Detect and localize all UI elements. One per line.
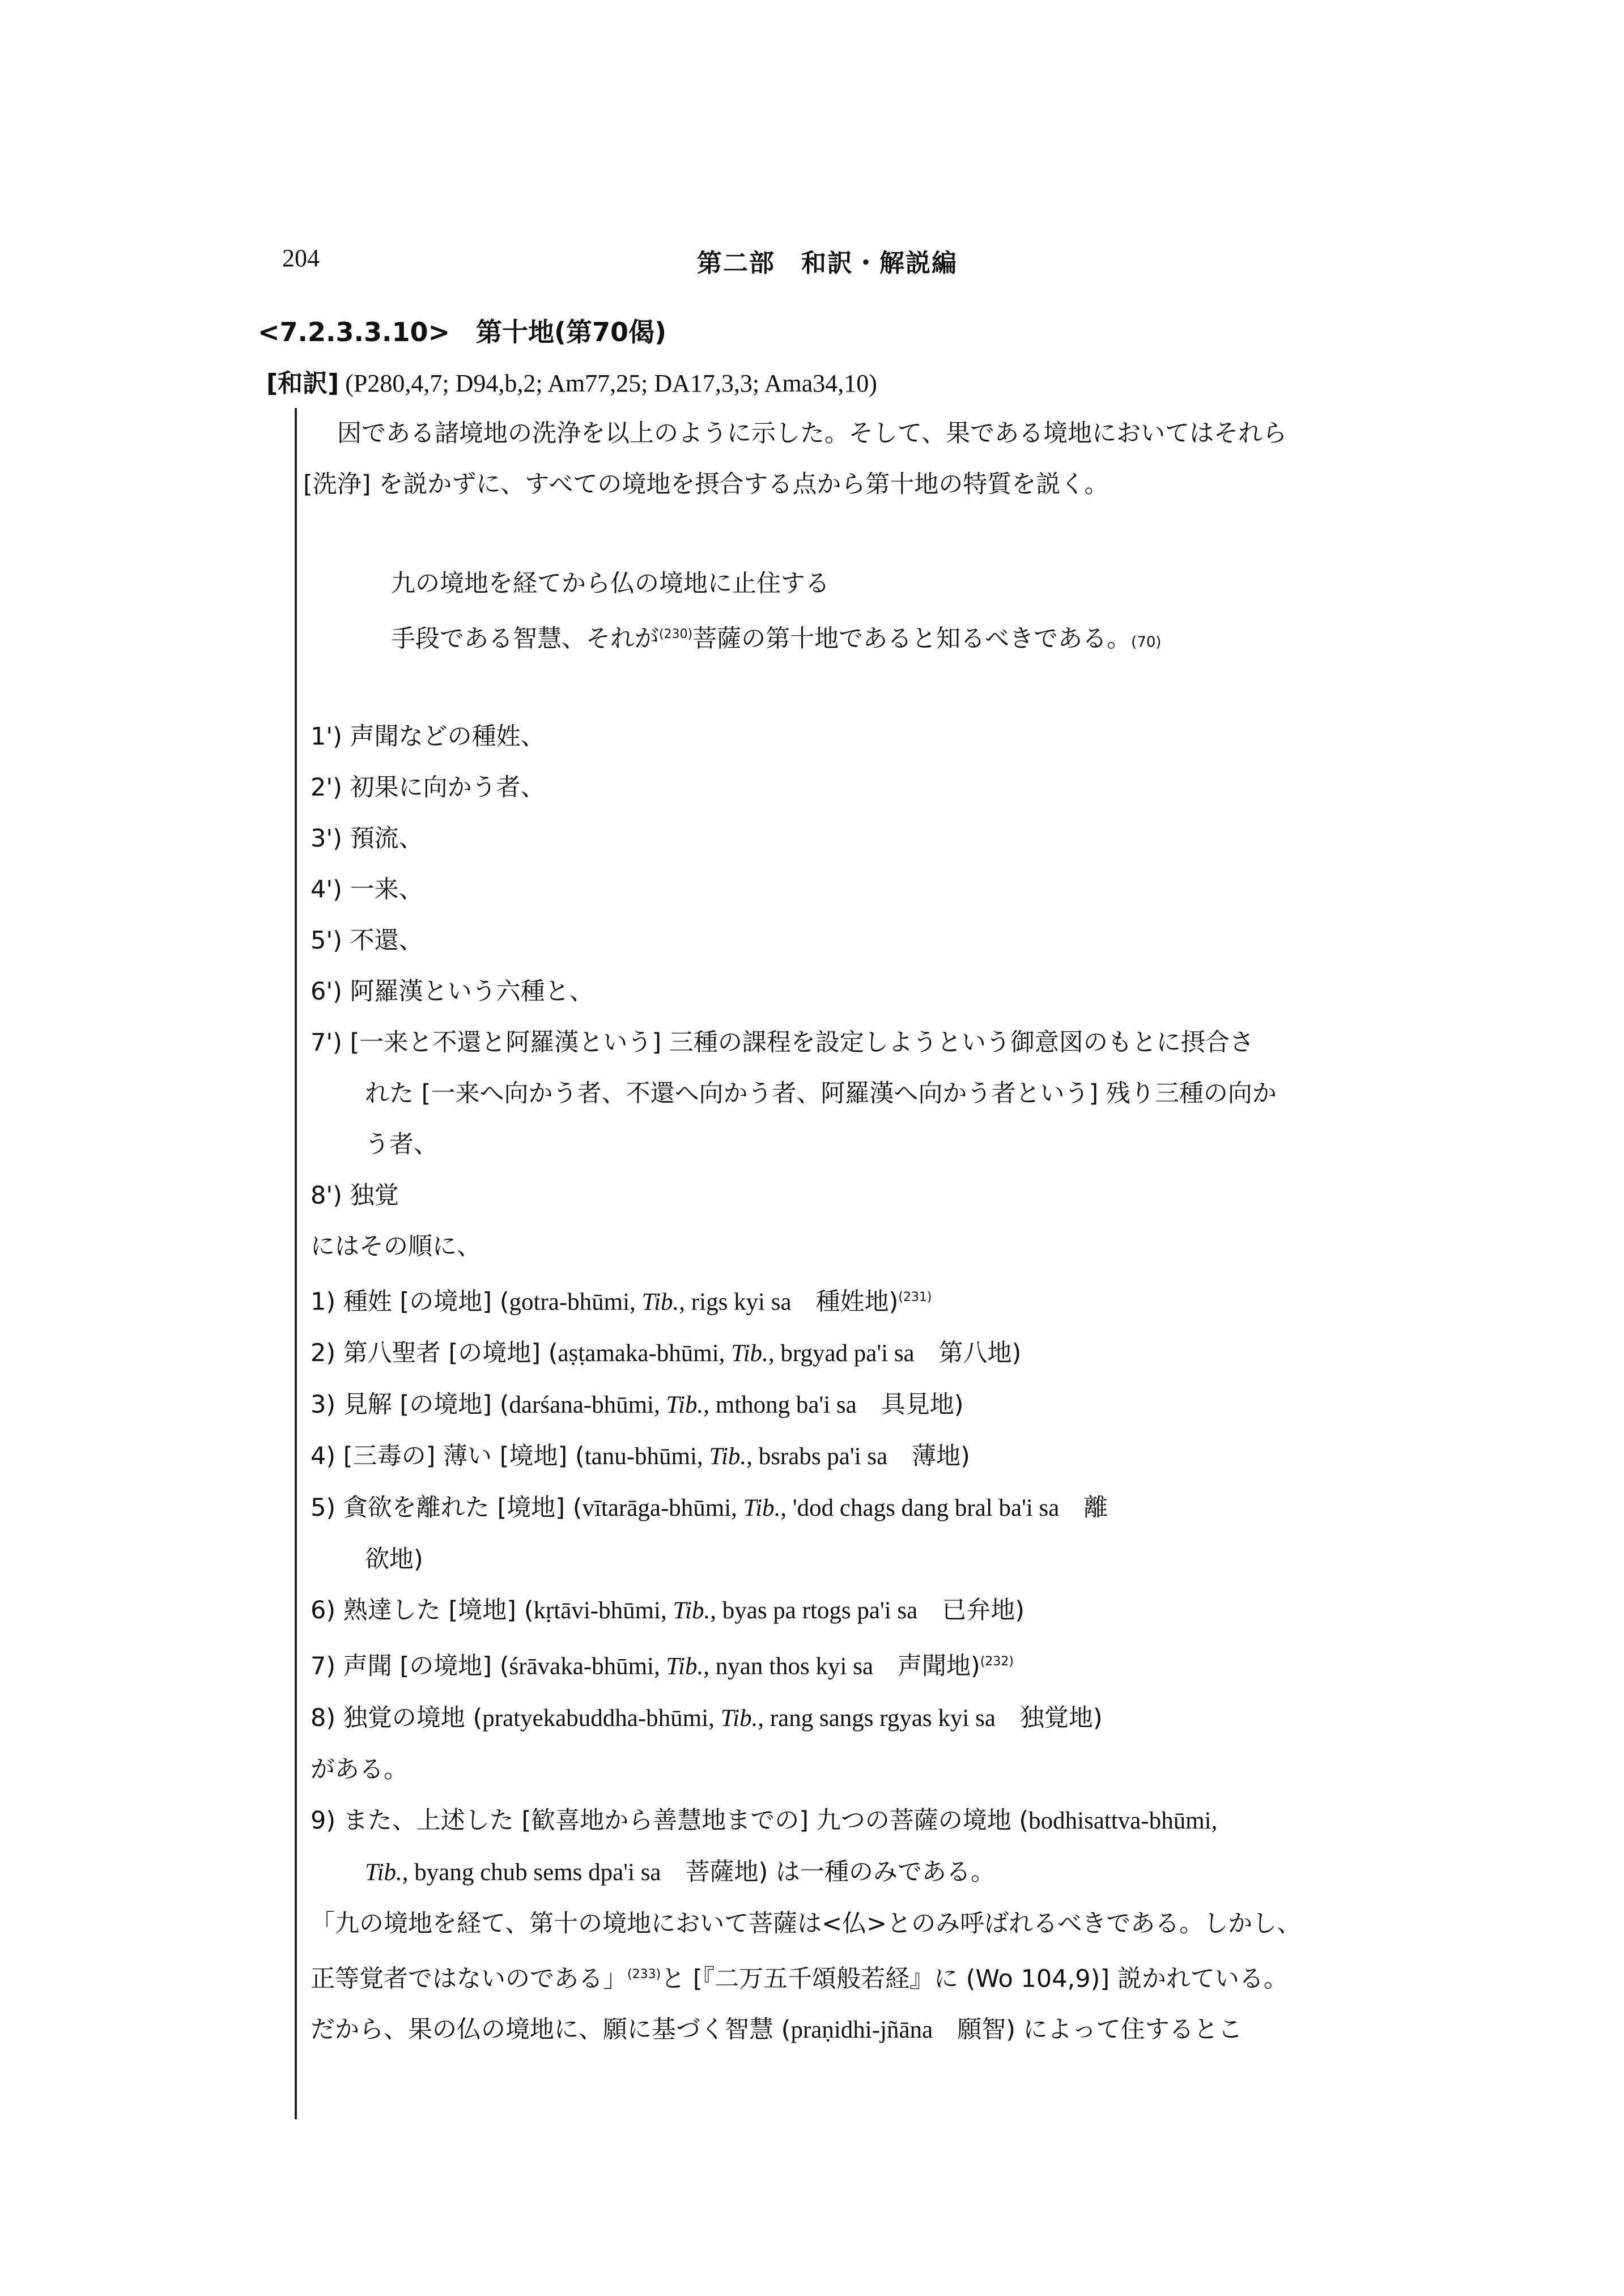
bhumi-item [311, 1379, 1376, 1431]
stages-list [311, 711, 1376, 2056]
list-item: 6') 阿羅漢という六種と、 [311, 977, 594, 1006]
tibetan-term: , rang sangs rgyas kyi sa [758, 1704, 1020, 1732]
item-text: 5) 貪欲を離れた [境地] ( [311, 1494, 583, 1523]
item-text: 声聞地) [898, 1652, 980, 1681]
item-text: 具見地) [881, 1391, 964, 1419]
tib-label: Tib. [666, 1392, 704, 1419]
list-item-continuation: れた [一来へ向かう者、不還へ向かう者、阿羅漢へ向かう者という] 残り三種の向か [365, 1079, 1277, 1108]
item-text: 9) また、上述した [歓喜地から善慧地までの] 九つの菩薩の境地 ( [311, 1806, 1029, 1835]
translation-label: [和訳] [266, 369, 339, 398]
sanskrit-term: kṛtāvi-bhūmi, [533, 1597, 673, 1625]
tib-label: Tib. [743, 1495, 781, 1522]
item-text: 8) 独覚の境地 ( [311, 1703, 483, 1732]
sanskrit-term: vītarāga-bhūmi, [582, 1495, 743, 1522]
footnote-mark: (231) [898, 1290, 932, 1304]
verse-block [391, 558, 1298, 667]
tibetan-term: , mthong ba'i sa [703, 1392, 881, 1419]
tibetan-term: , bsrabs pa'i sa [746, 1443, 912, 1470]
intro-line: 因である諸境地の洗浄を以上のように示した。そして、果である境地においてはそれら [337, 419, 1287, 448]
running-head: 第二部 和訳・解説編 [697, 249, 958, 278]
bhumi-item [311, 1795, 1376, 1847]
tib-label: Tib. [731, 1340, 768, 1367]
quote-text: と [『二万五千頌般若経』に (Wo 104,9)] 説かれている。 [661, 1964, 1288, 1993]
item-text: 独覚地) [1019, 1703, 1103, 1732]
verse-text: 手段である智慧、それが [391, 624, 659, 653]
item-text: 2) 第八聖者 [の境地] ( [311, 1339, 558, 1368]
item-text: 菩薩地) は一種のみである。 [685, 1857, 995, 1886]
intro-line: [洗浄] を説かずに、すべての境地を摂合する点から第十地の特質を説く。 [303, 470, 1109, 499]
list-item-continuation: う者、 [365, 1130, 438, 1159]
sanskrit-term: śrāvaka-bhūmi, [509, 1653, 666, 1680]
list-item: 5') 不還、 [311, 926, 423, 955]
tibetan-term: , nyan thos kyi sa [703, 1653, 898, 1680]
footnote-mark: (233) [627, 1967, 661, 1982]
sanskrit-term: tanu-bhūmi, [584, 1443, 709, 1470]
page-number: 204 [282, 244, 320, 272]
body-text: 願智) によって住するとこ [933, 2015, 1243, 2044]
list-item: 2') 初果に向かう者、 [311, 773, 545, 802]
item-text: 3) 見解 [の境地] ( [311, 1391, 509, 1419]
verse-line: 九の境地を経てから仏の境地に止住する [391, 569, 830, 598]
sanskrit-term: darśana-bhūmi, [509, 1392, 666, 1419]
list-item-continuation: 欲地) [365, 1545, 423, 1574]
verse-text: 菩薩の第十地であると知るべきである。 [692, 624, 1132, 653]
verse-number: (70) [1131, 633, 1162, 651]
item-text: 1) 種姓 [の境地] ( [311, 1287, 509, 1316]
section-heading: <7.2.3.3.10> 第十地(第70偈) [258, 317, 667, 347]
sanskrit-term: aṣṭamaka-bhūmi, [558, 1340, 732, 1367]
item-text: 離 [1083, 1494, 1108, 1523]
list-item-continuation [311, 1847, 1376, 1898]
item-text: 4) [三毒の] 薄い [境地] ( [311, 1442, 585, 1471]
body-line [311, 2004, 1376, 2056]
quote-line: 「九の境地を経て、第十の境地において菩薩は<仏>とのみ呼ばれるべきである。しかし、 [311, 1909, 1302, 1938]
intro-paragraph [303, 408, 1368, 510]
item-text: 6) 熟達した [境地] ( [311, 1596, 534, 1625]
ga-aru-line: がある。 [311, 1755, 408, 1784]
list-item: 8') 独覚 [311, 1181, 399, 1210]
tib-label: Tib. [641, 1289, 679, 1316]
verse-line [391, 609, 1298, 667]
bhumi-item [311, 1693, 1376, 1744]
body-left-rule [295, 408, 297, 2119]
bhumi-item [311, 1431, 1376, 1482]
item-text: 種姓地) [815, 1287, 899, 1316]
item-text: 薄地) [912, 1442, 970, 1471]
sanskrit-term: gotra-bhūmi, [509, 1289, 642, 1316]
sanskrit-term: bodhisattva-bhūmi, [1028, 1807, 1218, 1834]
quote-line [311, 1949, 1376, 2004]
sanskrit-term: pratyekabuddha-bhūmi, [482, 1704, 721, 1732]
list-item: 4') 一来、 [311, 875, 423, 904]
translation-reference [266, 363, 877, 399]
tibetan-term: , rigs kyi sa [679, 1289, 816, 1316]
tib-label: Tib. [709, 1443, 747, 1470]
item-text: 已弁地) [942, 1596, 1025, 1625]
tibetan-term: , byas pa rtogs pa'i sa [710, 1597, 942, 1625]
list-item: 3') 預流、 [311, 824, 423, 853]
tibetan-term: , 'dod chags dang bral ba'i sa [780, 1495, 1084, 1522]
list-item: 7') [一来と不還と阿羅漢という] 三種の課程を設定しようという御意図のもとに摂合さ [311, 1028, 1254, 1057]
tib-label: Tib. [365, 1859, 402, 1886]
tib-label: Tib. [720, 1704, 758, 1732]
list-item: 1') 声聞などの種姓、 [311, 722, 545, 751]
bhumi-item [311, 1636, 1376, 1692]
footnote-mark: (232) [980, 1655, 1014, 1669]
tib-label: Tib. [673, 1597, 711, 1625]
tibetan-term: , byang chub sems dpa'i sa [402, 1859, 686, 1886]
body-text: だから、果の仏の境地に、願に基づく智慧 ( [311, 2015, 791, 2044]
source-refs: (P280,4,7; D94,b,2; Am77,25; DA17,3,3; Ama34,10) [345, 369, 877, 397]
quote-text: 正等覚者ではないのである」 [311, 1964, 627, 1993]
bhumi-item [311, 1482, 1376, 1534]
item-text: 第八地) [938, 1339, 1022, 1368]
bhumi-item [311, 1272, 1376, 1328]
bhumi-item [311, 1585, 1376, 1636]
order-line: にはその順に、 [311, 1232, 481, 1261]
item-text: 7) 声聞 [の境地] ( [311, 1652, 509, 1681]
sanskrit-term: praṇidhi-jñāna [790, 2016, 933, 2043]
tib-label: Tib. [666, 1653, 704, 1680]
footnote-mark: (230) [659, 627, 693, 641]
bhumi-item [311, 1328, 1376, 1379]
tibetan-term: , brgyad pa'i sa [768, 1340, 939, 1367]
